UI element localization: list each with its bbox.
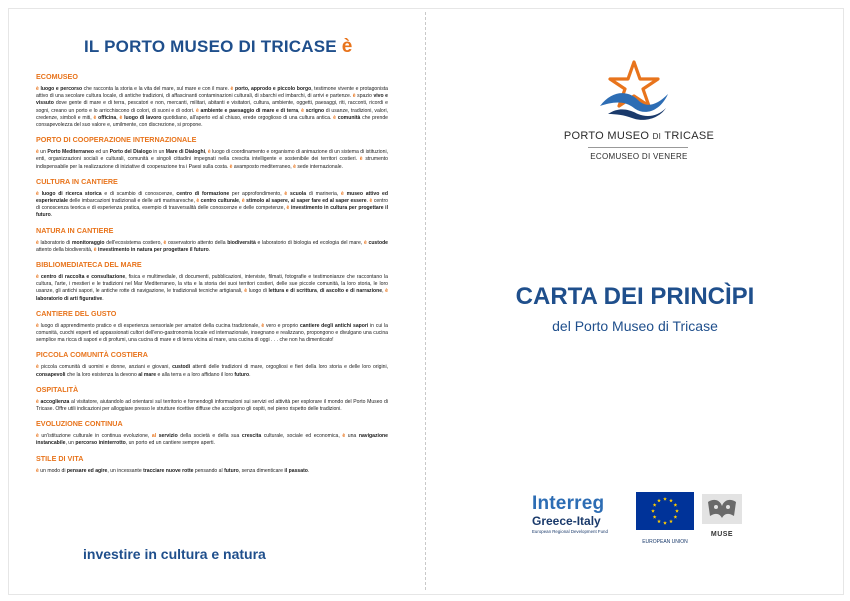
section-text (36, 191, 388, 220)
bullet-marker: è (93, 246, 97, 253)
section-title: ECOMUSEO (36, 72, 78, 81)
highlight-text: il passato (284, 467, 308, 474)
body-text: in un (151, 149, 166, 156)
body-text: strumento indispensabile per la realizzazione di iniziative di cooperazione tra i Paesi sulla costa. (36, 156, 388, 170)
highlight-text: officina (98, 114, 117, 121)
bullet-marker: al (151, 433, 157, 440)
bullet-marker: è (207, 149, 211, 156)
highlight-text: luogo e percorso (40, 86, 83, 92)
body-text: . (249, 371, 251, 378)
main-title-text: IL PORTO MUSEO DI TRICASE (84, 37, 337, 56)
bullet-marker: è (244, 288, 248, 295)
logo-subtitle: ECOMUSEO DI VENERE (590, 152, 688, 161)
body-text: , un incessante (107, 467, 144, 474)
body-text: quotidiano, all'aperto ed al chiuso, erede orgoglioso di una cultura antica. (161, 114, 334, 121)
body-text: piccola comunità di uomini e donne, anziani e giovani, (38, 364, 173, 371)
muse-logo (702, 494, 742, 538)
body-text: e laboratorio di biologia ed ecologia del mare, (255, 239, 364, 246)
highlight-text: centro di raccolta e consultazione (40, 274, 126, 281)
bullet-marker: è (93, 114, 97, 121)
highlight-text: percorso ininterrotto (75, 440, 126, 447)
body-text: ed un (94, 149, 110, 156)
body-text: luogo di (247, 288, 269, 295)
logo-name-end: TRICASE (664, 130, 715, 142)
body-text: culturale, sociale ed economica, (261, 433, 343, 440)
body-text: di usanze, tradizioni, valori, credenze, simboli e miti, (36, 107, 389, 121)
body-text: . (50, 212, 53, 219)
highlight-text: Porto Mediterraneo (47, 149, 95, 156)
section-text (36, 433, 388, 447)
body-text: che racconta la storia e la vita del mare, sul mare e con il mare. (82, 86, 231, 92)
body-text: , (382, 288, 386, 295)
section-title: OSPITALITÀ (36, 384, 79, 394)
section-title: CULTURA IN CANTIERE (36, 176, 118, 186)
body-text: pensando al (193, 467, 225, 474)
bullet-marker: è (293, 163, 296, 170)
highlight-text: vivo e vissuto (36, 93, 389, 107)
section-title: NATURA IN CANTIERE (36, 225, 114, 235)
interreg-program: Greece-Italy (532, 514, 601, 528)
body-text: attenti delle tradizioni di mare, orgogliosi e fieri della loro storia e delle loro origini, (190, 364, 389, 371)
body-text: un'istituzione culturale in continua evoluzione, (38, 433, 152, 440)
body-text: al visitatore, aiutandolo ad orientarsi sul territorio e fornendogli informazioni sui servizi ed attività per esplorare il mondo del Porto Museo di Tricase. Offre utili indicazioni per alloggiare presso le strutture ricettive diffuse che accolgono gli ospiti, nel pieno rispetto delle tradizioni. (36, 398, 388, 413)
section-text (36, 149, 388, 171)
body-text: . (102, 295, 104, 302)
bullet-marker: è (36, 149, 39, 156)
porto-museo-logo-icon (594, 60, 674, 122)
highlight-text: museo attivo ed esperienziale (36, 190, 388, 205)
highlight-text: stimolo al sapere, al saper fare ed al saper essere (246, 198, 367, 205)
highlight-text: consapevoli (36, 371, 66, 378)
section (36, 177, 388, 220)
main-title (84, 36, 384, 58)
carta-title: CARTA DEI PRINCÌPI (515, 283, 755, 310)
bullet-marker: è (36, 398, 39, 405)
body-text: e di scambio di conoscenze, (101, 190, 177, 197)
body-text: , (316, 288, 320, 295)
body-text: . (307, 467, 310, 474)
body-text: , (205, 149, 208, 156)
highlight-text: Porto del Dialogo (109, 149, 152, 156)
section (36, 135, 388, 171)
carta-subtitle: del Porto Museo di Tricase (552, 318, 718, 334)
section-title: CANTIERE DEL GUSTO (36, 308, 117, 318)
interreg-fund: European Regional Development Fund (532, 529, 608, 534)
bullet-marker: è (36, 274, 39, 281)
highlight-text: luogo di lavoro (124, 114, 162, 121)
section (36, 72, 388, 129)
body-text: un (38, 149, 48, 156)
body-text: che la loro esistenza la devono (65, 371, 139, 378)
body-text: avamposto mediterraneo, (232, 163, 294, 170)
highlight-text: porto, approdo e piccolo borgo (234, 86, 312, 92)
body-text: di marineria, (306, 190, 341, 197)
highlight-text: centro di formazione (176, 190, 230, 197)
highlight-text: cantiere degli antichi sapori (299, 322, 369, 329)
highlight-text: futuro (224, 467, 239, 474)
bullet-marker: è (163, 239, 167, 246)
bullet-marker: è (359, 156, 363, 163)
body-text: , testimone vivente e protagonista attivo di una secolare cultura locale, di antiche tradizioni, di affascinanti contaminazioni culturali, di sbarchi ed imbarchi, di arrivi e partenze. (36, 86, 389, 100)
highlight-text: investimento in cultura per progettare il futuro (36, 205, 388, 219)
sections-list (36, 72, 388, 481)
highlight-text: crescita (241, 433, 262, 440)
bullet-marker: è (340, 190, 344, 197)
logo-name-main: PORTO MUSEO (563, 130, 650, 142)
section (36, 419, 388, 447)
section-text (36, 468, 388, 475)
highlight-text: custodi (172, 364, 191, 371)
muse-mark-icon (702, 494, 742, 524)
section-title: PORTO DI COOPERAZIONE INTERNAZIONALE (36, 135, 197, 145)
eu-flag-icon (636, 492, 694, 530)
highlight-text: laboratorio di arti figurative (36, 295, 103, 302)
body-text: dove gente di mare e di terra, pescatori e non, mercanti, militari, abitanti e visitatori, cultura, ambiente, oggetti, paesaggi, riti, racconti, ricordi e sogni, creano un porto e lo arricchiscono di colori, di suoni e di odori. (36, 100, 388, 114)
body-text: luogo di apprendimento pratico e di esperienza sensoriale per amatori della cucina tradizionale, (38, 322, 262, 329)
interreg-name: Interreg (532, 493, 605, 514)
bullet-marker: è (229, 163, 233, 170)
body-text: . (366, 198, 370, 205)
bullet-marker: è (284, 190, 288, 197)
bullet-marker: è (286, 205, 290, 212)
tagline: investire in cultura e natura (83, 546, 266, 562)
section (36, 309, 388, 345)
highlight-text: futuro (234, 371, 250, 378)
logo-name-small: DI (652, 132, 662, 141)
logo-name (554, 130, 724, 142)
highlight-text: pensare ed agire (66, 467, 108, 474)
bullet-marker: è (196, 198, 200, 205)
section-title: BIBLIOMEDIATECA DEL MARE (36, 260, 142, 270)
section-text (36, 86, 388, 129)
bullet-marker: è (301, 107, 304, 114)
section (36, 454, 388, 475)
highlight-text: monitoraggio (71, 239, 105, 246)
body-text: . (208, 246, 211, 253)
body-text: , un porto ed un cantiere sempre aperti. (125, 440, 215, 447)
bullet-marker: è (230, 86, 234, 92)
bullet-marker: è (36, 364, 39, 371)
bullet-marker: è (342, 433, 346, 440)
highlight-text: servizio (158, 433, 178, 440)
body-text: che prende consapevolezza del suo valore e, umilmente, con discrezione, si propone. (36, 114, 389, 129)
section-title: STILE DI VITA (36, 453, 84, 463)
bullet-marker: è (261, 322, 265, 329)
bullet-marker: è (36, 86, 39, 92)
body-text: delle imbarcazioni tradizionali e delle arti marinaresche, (68, 198, 197, 205)
bullet-marker: è (333, 114, 336, 121)
bullet-marker: è (385, 288, 388, 295)
highlight-text: navigazione instancabile (36, 433, 388, 447)
section (36, 350, 388, 378)
body-text: , (238, 198, 242, 205)
highlight-text: centro culturale (200, 198, 239, 205)
body-text: per approfondimento, (229, 190, 285, 197)
body-text: una (345, 433, 359, 440)
highlight-text: biodiversità (227, 239, 256, 246)
body-text: centro di conoscenza teorica e di esperienza pratica, esempio di trasversalità delle conoscenze e delle competenze, (36, 198, 388, 212)
bullet-marker: è (241, 198, 245, 205)
highlight-text: accoglienza (40, 398, 70, 405)
highlight-text: luogo di ricerca storica (41, 190, 102, 197)
main-title-accent: è (341, 36, 353, 57)
bullet-marker: è (36, 433, 39, 440)
bullet-marker: è (352, 93, 356, 100)
section-text (36, 240, 388, 254)
section (36, 226, 388, 254)
bullet-marker: è (36, 322, 39, 329)
section-text (36, 399, 388, 413)
fold-line (425, 12, 426, 590)
section-title: EVOLUZIONE CONTINUA (36, 419, 123, 429)
bullet-marker: è (119, 114, 123, 121)
body-text: in cui la comunità, cuochi esperti ed appassionati cultori dell'eno-gastronomia locale ed internazionale, insegnano e realizzano, propongono e divulgano una cucina semplice ma ricca di sapori e di profumi, una cucina di mare e di terra vicina al mare, una cucina di oggi . . . che non ha dimenticato! (36, 322, 389, 344)
body-text: sede internazionale. (295, 163, 343, 170)
body-text: , (116, 114, 120, 121)
bullet-marker: è (36, 190, 39, 197)
left-panel (36, 36, 388, 584)
body-text: , (298, 107, 302, 114)
highlight-text: lettura e di scrittura (268, 288, 317, 295)
highlight-text: scrigno (305, 107, 325, 114)
logo-divider (588, 147, 688, 148)
section-text (36, 364, 388, 378)
body-text: laboratorio di (38, 239, 72, 246)
highlight-text: di ascolto e di narrazione (319, 288, 383, 295)
section (36, 385, 388, 413)
body-text: , fisica e multimediale, di documenti, pubblicazioni, interviste, filmati, fotografie e testimonianze che raccontano la cultura, l'arte, i mestieri e le tradizioni nel Mar Mediterraneo, la vita e la storia dei suoi territori costieri, delle sue piccole comunità, la loro storia, le loro usanze, gli antichi sapori, le antiche rotte di navigazione, le tradizionali tecniche artigianali, (36, 274, 388, 295)
muse-caption: MUSE (710, 531, 734, 538)
section-text (36, 323, 388, 345)
highlight-text: al mare (138, 371, 157, 378)
highlight-text: investimento in natura per progettare il futuro (98, 246, 209, 253)
section-text (36, 274, 388, 303)
body-text: , senza dimenticare (238, 467, 285, 474)
body-text: dell'ecosistema costiero, (104, 239, 164, 246)
highlight-text: custode (368, 239, 389, 246)
body-text: della società e della sua (177, 433, 242, 440)
highlight-text: Mare di Dialoghi (165, 149, 206, 156)
body-text: osservatorio attento della (166, 239, 228, 246)
section (36, 260, 388, 303)
eu-caption: EUROPEAN UNION (642, 539, 688, 545)
body-text: vero e proprio (264, 322, 300, 329)
bullet-marker: è (36, 239, 39, 246)
body-text: , un (65, 440, 76, 447)
body-text: spazio (355, 93, 374, 100)
body-text: luogo di coordinamento e organismo di animazione di un sistema di istituzioni, enti, organizzazioni sociali e culturali, comunità e singoli cittadini impegnati nella crescita intelligente e sostenibile dei territori costieri. (36, 149, 388, 163)
bullet-marker: è (36, 467, 39, 474)
body-text: attento della biodiversità, (36, 246, 94, 253)
eu-logo (636, 492, 694, 545)
highlight-text: ambiente e paesaggio di mare e di terra (200, 107, 299, 114)
interreg-logo (532, 494, 632, 535)
highlight-text: tracciare nuove rotte (143, 467, 194, 474)
body-text: e alla terra e a loro affidano il loro (156, 371, 235, 378)
bullet-marker: è (369, 198, 373, 205)
highlight-text: comunità (337, 114, 361, 121)
highlight-text: scuola (289, 190, 307, 197)
body-text: un modo di (38, 467, 67, 474)
section-title: PICCOLA COMUNITÀ COSTIERA (36, 350, 148, 360)
bullet-marker: è (195, 107, 199, 114)
bullet-marker: è (363, 239, 367, 246)
